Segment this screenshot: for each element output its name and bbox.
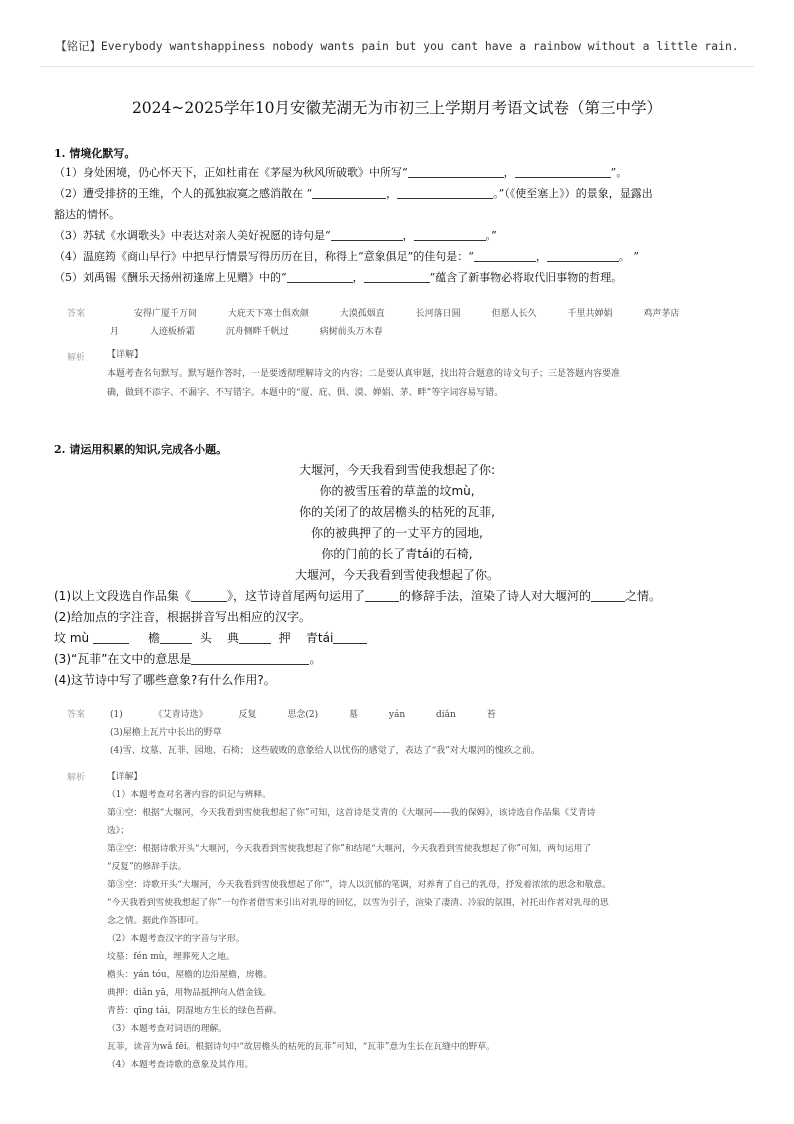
- answer-item: 思念(2): [287, 710, 319, 720]
- blank: [547, 249, 619, 262]
- analysis-label: 解析: [67, 773, 86, 783]
- comma: ，: [402, 229, 414, 242]
- q2-sub-1-text: 的修辞手法，渲染了诗人对大堰河的: [399, 589, 592, 603]
- q2-sub-3: [54, 650, 321, 667]
- q2-sub-1-text: (1)以上文段选自作品集《: [54, 589, 191, 603]
- pinyin-item: 檐: [148, 631, 161, 645]
- pinyin-item: 青tái: [305, 631, 334, 645]
- comma: ，: [386, 187, 398, 200]
- q1-item-4-text: （4）温庭筠《商山早行》中把早行情景写得历历在目，称得上“意象俱足”的佳句是：“: [54, 250, 474, 263]
- answer-item: 安得广厦千万间: [134, 309, 198, 319]
- q2-analysis-8: 念之情。据此作答即可。: [107, 916, 204, 926]
- q2-answers-row-2: (3)屋檐上瓦片中长出的野草: [110, 728, 222, 738]
- q1-item-2-tail: 。”（《使至塞上》）的景象，显露出: [493, 187, 653, 200]
- analysis-heading: 【详解】: [107, 350, 144, 360]
- q1-item-4: [54, 248, 639, 264]
- answer-item: 病树前头万木春: [319, 327, 383, 337]
- q2-sub-1-text: 》，这节诗首尾两句运用了: [227, 589, 366, 603]
- analysis-label: 解析: [67, 353, 86, 363]
- answer-item: 千里共婵娟: [567, 309, 613, 319]
- comma: ，: [535, 250, 547, 263]
- pinyin-item: 头: [199, 631, 212, 645]
- q1-item-2-text: （2）遭受排挤的王维，个人的孤独寂寞之感消散在 “: [54, 187, 313, 200]
- answer-item: (1): [110, 710, 123, 720]
- q2-analysis-4: 第②空：根据诗歌开头“大堰河，今天我看到雪使我想起了你”和结尾“大堰河，今天我看到雪使我想起了你”可知，两句运用了: [107, 844, 592, 854]
- answer-item: 大庇天下寒士俱欢颜: [227, 309, 309, 319]
- q2-analysis-11: 檐头：yán tóu，屋檐的边沿屋檐，房檐。: [107, 970, 273, 980]
- close-quote: 。 ”: [618, 250, 639, 263]
- question-2-heading: 2. 请运用积累的知识,完成各小题。: [54, 443, 228, 456]
- answer-label: 答案: [67, 309, 86, 319]
- q1-answers-row-2: [110, 324, 411, 337]
- blank: [365, 589, 399, 602]
- answer-item: 大漠孤烟直: [339, 309, 385, 319]
- q2-analysis-0: 【详解】: [107, 772, 143, 782]
- answer-item: yán: [388, 710, 406, 720]
- answer-item: 沉舟侧畔千帆过: [225, 327, 289, 337]
- q1-item-1: [54, 164, 627, 180]
- q1-item-1-text: （1）身处困境，仍心怀天下，正如杜甫在《茅屋为秋风所破歌》中所写“: [54, 166, 408, 179]
- q2-analysis-16: （4）本题考查诗歌的意象及其作用。: [107, 1060, 254, 1070]
- blank: [312, 186, 386, 199]
- blank: [160, 631, 192, 644]
- q2-sub-3-text: (3)“瓦菲”在文中的意思是: [54, 652, 192, 666]
- poem-line: 大堰河，今天我看到雪使我想起了你。: [294, 568, 499, 582]
- pinyin-item: 押: [278, 631, 291, 645]
- answer-item: 但愿人长久: [491, 309, 537, 319]
- blank: [397, 186, 493, 199]
- motto-header: 【铭记】Everybody wantshappiness nobody wants pain but you cant have a rainbow without a little rain.: [55, 39, 739, 53]
- q1-item-5-tail: ”蕴含了新事物必将取代旧事物的哲理。: [429, 271, 623, 284]
- answer-item: 人迹板桥霜: [149, 327, 195, 337]
- q2-analysis-5: “反复”的修辞手法。: [107, 862, 187, 872]
- poem-line: 你的门前的长了青tái的石椅,: [321, 547, 473, 561]
- q1-item-5: [54, 269, 622, 285]
- q2-analysis-2: 第①空：根据“大堰河，今天我看到雪使我想起了你”可知，这首诗是艾青的《大堰河——我的保姆》，该诗选自作品集《艾青诗: [107, 808, 596, 818]
- q1-item-2-cont: 豁达的情怀。: [54, 208, 120, 221]
- blank: [364, 270, 430, 283]
- pinyin-item: 典: [226, 631, 239, 645]
- q2-analysis-1: （1）本题考查对名著内容的识记与辨释。: [107, 790, 271, 800]
- q1-item-5-text: （5）刘禹锡《酬乐天扬州初逢席上见赠》中的“: [54, 271, 287, 284]
- q2-analysis-14: （3）本题考查对词语的理解。: [107, 1024, 227, 1034]
- blank: [414, 228, 486, 241]
- q1-item-2: [54, 185, 653, 201]
- q2-analysis-15: 瓦菲，读音为wǎ fēi。根据诗句中“故居檐头的枯死的瓦菲”可知，“瓦菲”意为生长在瓦缝中的野草。: [107, 1042, 495, 1052]
- close-quote: 。”: [485, 229, 497, 242]
- q2-analysis-13: 青苔：qīng tái，阴湿地方生长的绿色苔藓。: [107, 1006, 282, 1016]
- period: 。: [309, 652, 322, 666]
- q2-sub-1-text: 之情。: [625, 589, 662, 603]
- answer-item: 苔: [486, 710, 496, 720]
- pinyin-item: 坟 mù: [54, 631, 90, 645]
- answer-item: 墓: [349, 710, 359, 720]
- blank: [239, 631, 271, 644]
- close-quote: ”。: [610, 166, 628, 179]
- answer-item: 月: [110, 327, 120, 337]
- q2-sub-4: (4)这节诗中写了哪些意象?有什么作用?。: [54, 673, 276, 687]
- q2-answers-row-1: [110, 707, 524, 720]
- answer-item: 鸡声茅店: [643, 309, 680, 319]
- blank: [333, 631, 367, 644]
- blank: [474, 249, 536, 262]
- blank: [331, 228, 403, 241]
- analysis-line: 本题考查名句默写。默写题作答时，一是要透彻理解诗文的内容；二是要认真审题，找出符合题意的诗文句子；三是答题内容要准: [107, 369, 621, 379]
- blank: [287, 270, 353, 283]
- q1-answers-row-1: [134, 306, 707, 319]
- analysis-line: 确，做到不添字、不漏字、不写错字。本题中的“厦、庇、俱、漠、婵娟、茅、畔”等字词容易写错。: [107, 388, 504, 398]
- q2-sub-2-items: [54, 629, 367, 646]
- q1-analysis: [107, 346, 620, 403]
- answer-item: 反复: [238, 710, 257, 720]
- q2-analysis-7: “今天我看到雪使我想起了你”一句作者借雪来引出对乳母的回忆，以雪为引子，渲染了凄清、冷寂的氛围，衬托出作者对乳母的思: [107, 898, 609, 908]
- q2-sub-1: [54, 587, 661, 604]
- q2-analysis-9: （2）本题考查汉字的字音与字形。: [107, 934, 245, 944]
- poem-line: 你的被雪压着的草盖的坟mù,: [319, 484, 475, 498]
- poem-line: 你的被典押了的一丈平方的园地,: [311, 526, 483, 540]
- q2-answers-row-3: (4)雪、坟墓、瓦菲、园地、石椅； 这些破败的意象给人以忧伤的感觉了，表达了“我”对大堰河的愧疚之前。: [110, 746, 540, 756]
- answer-item: 《艾青诗选》: [153, 710, 208, 720]
- poem-line: 大堰河，今天我看到雪使我想起了你:: [298, 463, 496, 477]
- answer-item: 长河落日圆: [415, 309, 461, 319]
- blank: [515, 165, 611, 178]
- blank: [591, 589, 625, 602]
- answer-label: 答案: [67, 710, 86, 720]
- blank: [93, 631, 129, 644]
- question-1-heading: 1. 情境化默写。: [54, 147, 136, 160]
- poem-line: 你的关闭了的故居檐头的枯死的瓦菲,: [299, 505, 495, 519]
- q2-analysis-6: 第③空：诗歌开头“大堰河，今天我看到雪使我想起了你'”，诗人以沉郁的笔调，对养育了自己的乳母，抒发着浓浓的思念和敬意。: [107, 880, 612, 890]
- q1-item-3-text: （3）苏轼《水调歌头》中表达对亲人美好祝愿的诗句是“: [54, 229, 331, 242]
- q2-analysis-12: 典押：diǎn yā，用物品抵押向人借金钱。: [107, 988, 272, 998]
- comma: ，: [503, 166, 515, 179]
- q1-item-3: [54, 227, 497, 243]
- answer-item: diǎn: [436, 710, 456, 720]
- comma: ，: [352, 271, 364, 284]
- page-title: 2024~2025学年10月安徽芜湖无为市初三上学期月考语文试卷（第三中学）: [131, 99, 663, 117]
- q2-analysis-3: 选》；: [107, 826, 129, 836]
- q2-analysis-10: 坟墓：fén mù，埋葬死人之地。: [107, 952, 235, 962]
- blank: [191, 652, 309, 665]
- q2-sub-2: (2)给加点的字注音，根据拼音写出相应的汉字。: [54, 610, 311, 624]
- blank: [408, 165, 504, 178]
- blank: [191, 589, 227, 602]
- header-divider: [40, 66, 754, 67]
